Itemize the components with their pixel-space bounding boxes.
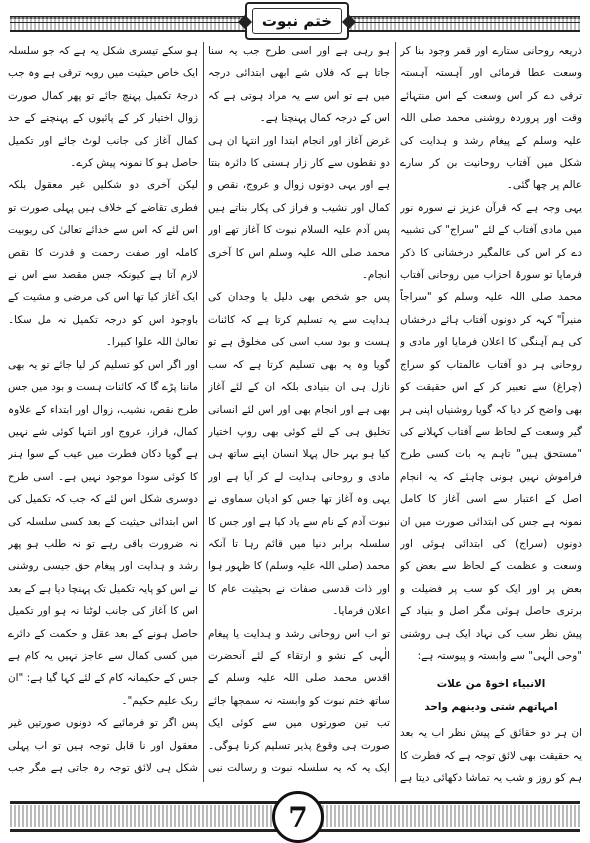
paragraph: لیکن آخری دو شکلیں غیر معقول بلکہ فطری تقاضے کے خلاف ہیں پہلی صورت تو اس لئے کہ اس سے خدائے تعالیٰ کی ربوبیت کاملہ اور صفت رحمت و قدرت کا نقص لازم آتا ہے کیونکہ جس مقصد سے اس نے ایک آغاز کیا تھا اس کی مرضی و مشیت کے باوجود اس کو درجہ تکمیل نہ مل سکا۔ تعالیٰ اللہ علوا کبیرا۔ — [8, 179, 198, 349]
column-divider — [203, 42, 204, 782]
paragraph: اور اگر اس کو تسلیم کر لیا جائے تو یہ بھی ماننا پڑے گا کہ کائنات ہست و بود میں جس طرح نقص، نشیب، زوال اور ابتداء کے علاوہ کمال، فراز، عروج اور انتہا کوئی شے نہیں ہے گویا دکان فطرت میں عیب کے سوا ہنر کا کوئی سودا موجود نہیں ہے۔ اسی طرح دوسری شکل اس لئے کہ جب کہ تکمیل کی اس ابتدائی حیثیت کے بعد کسی سلسلہ کی نہ ضرورت باقی رہے تو نہ طلب ہو پھر رشد و ہدایت اور پیغام حق جیسی روشنی نے اس کو پایہ تکمیل تک پہنچا دیا ہے کے بعد اس کا آغاز کی جانب لوٹنا نہ ہو اور تکمیل حاصل ہونے کے بعد عقل و حکمت کے دائرے میں کسی کمال سے عاجز نہیں یہ کام ہے جس کے حکیمانہ کام کے لئے کہا گیا ہے: "ان ربک علیم حکیم"۔ — [8, 358, 198, 707]
page-number: 7 — [272, 791, 324, 843]
paragraph: ہو رہی ہے اور اسی طرح جب یہ سنا جاتا ہے کہ فلاں شے ابھی ابتدائی درجہ میں ہے تو اس سے یہ مراد ہوتی ہے کہ اس کے درجہ کمال پہنچنا ہے۔ — [208, 45, 390, 125]
paragraph: پس اگر تو فرمائیے کہ دونوں صورتیں غیر معقول اور نا قابل توجہ ہیں تو اب پہلی شکل ہی لائق توجہ رہ جاتی ہے مگر جب — [8, 717, 198, 774]
paragraph: ان ہر دو حقائق کے پیش نظر اب یہ بعد یہ حقیقت بھی لائق توجہ ہے کہ فطرت کا ہم کو روز و شب یہ تماشا دکھائی دیتا ہے — [400, 727, 582, 784]
text-column-middle — [208, 40, 390, 785]
arabic-quotation — [400, 673, 582, 718]
paragraph: غرض آغاز اور انجام ابتدا اور انتہا ان ہی دو نقطوں سے کار زار ہستی کا دائرہ بنتا ہے اور یہی دونوں زوال و عروج، نقص و کمال اور نشیب و فراز کی پکار بناتے ہیں پس آدم علیہ السلام نبوت کا آغاز تھے اور محمد صلی اللہ علیہ وسلم اس کا آخری انجام۔ — [208, 134, 390, 282]
text-column-left — [8, 40, 198, 785]
paragraph: ذریعہ روحانی ستارے اور قمر وجود بنا کر وسعت عطا فرمائی اور آہستہ آہستہ ترقی دے کر اس وسعت کے اس منتہائے وقت اور پروردہ روشنی محمد صلی اللہ علیہ وسلم کے پیغام رشد و ہدایت کی شکل میں آفتاب روحانیت بن کر سارے عالم پر چھا گئی۔ — [400, 45, 582, 192]
header-title: ختم نبوت — [252, 8, 342, 34]
quotation-line: امہاتھم شتی ودینھم واحد — [424, 700, 558, 713]
paragraph: تو اب اس روحانی رشد و ہدایت یا پیغام الٰہی کے نشو و ارتقاء کے لئے آنحضرت اقدس محمد صلی اللہ علیہ وسلم کے ساتھ ختم نبوت کو وابستہ نہ سمجھا جائے تب تین صورتوں میں سے کوئی ایک صورت ہی وقوع پذیر تسلیم کرنا ہوگی۔ ایک یہ کہ یہ سلسلہ نبوت و رسالت نبی — [208, 627, 390, 774]
paragraph: ہو سکے تیسری شکل یہ ہے کہ جو سلسلہ ایک خاص حیثیت میں روبہ ترقی ہے وہ جب درجۂ تکمیل پہنچ جائے تو پھر کمال صورت زوال اختیار کر کے پائیوں کے پہنچنے کے حد کمال آغاز کی جانب لوٹ جائے اور تکمیل حاصل ہو کا نمونہ پیش کرے۔ — [8, 45, 198, 170]
text-column-right — [400, 40, 582, 785]
paragraph: یہی وجہ ہے کہ قرآن عزیز نے سورہ نور میں مادی آفتاب کے لئے "سراج" کی تشبیہ دے کر اس کی عالمگیر درخشانی کا ذکر فرمایا تو سورۂ احزاب میں روحانی آفتاب محمد صلی اللہ علیہ وسلم کو "سراجاً منیراً" کہہ کر دونوں آفتاب ہائے درخشاں کی ہم آہنگی کا اعلان فرمایا اور مادی و روحانی ہر دو آفتاب عالمتاب کو سراج (چراغ) سے تعبیر کر کے اس حقیقت کو بھی واضح کر دیا کہ گویا روشنیاں اپنی ہر گیر وسعت کے لحاظ سے آفتاب کہلانے کی "مستحق ہیں" تاہم یہ بات کسی طرح فراموش نہیں ہونی چاہئے کہ یہ انجام اصل کے اعتبار سے اسی آغاز کا کامل نمونہ ہے جس کی ابتدائی صورت میں ان دونوں (سراج) کی ابتدائی ہوئی اور وسعت و عظمت کے لحاظ سے بعض کو بعض پر اور ایک کو سب پر فضیلت و برتری حاصل ہوئی مگر اصل و بنیاد کے پیش نظر سب کی نہاد ایک ہی روشنی "وحی الٰہی" سے وابستہ و پیوستہ ہے: — [400, 201, 582, 662]
paragraph: پس جو شخص بھی دلیل یا وجدان کی ہدایت سے یہ تسلیم کرتا ہے کہ کائنات ہست و بود سب اسی کی مخلوق ہے تو گویا وہ یہ بھی تسلیم کرتا ہے کہ سب نازل ہی ان بنیادی بلکہ ان کے لئے آغاز بھی ہے اور انجام بھی اور اس لئے انسانی تخلیق ہی کے لئے کوئی بھی روپ اختیار کیا ہو بہر حال پہلا انسان اپنے ساتھ ہی مادی و روحانی ہدایت لے کر آیا ہے اور یہی وہ آغاز تھا جس کو ادیان سماوی نے نبوت آدم کے نام سے یاد کیا ہے اور جس کا سلسلہ برابر دنیا میں قائم رہا تا آنکہ محمد (صلی اللہ علیہ وسلم) کا ظہور ہوا اور ذات قدسی صفات نے بحیثیت عام کا اعلان فرمایا۔ — [208, 291, 390, 618]
header-title-badge — [245, 2, 349, 40]
quotation-line: الانبیاء اخوۃ من علات — [436, 678, 546, 691]
column-divider — [395, 42, 396, 782]
